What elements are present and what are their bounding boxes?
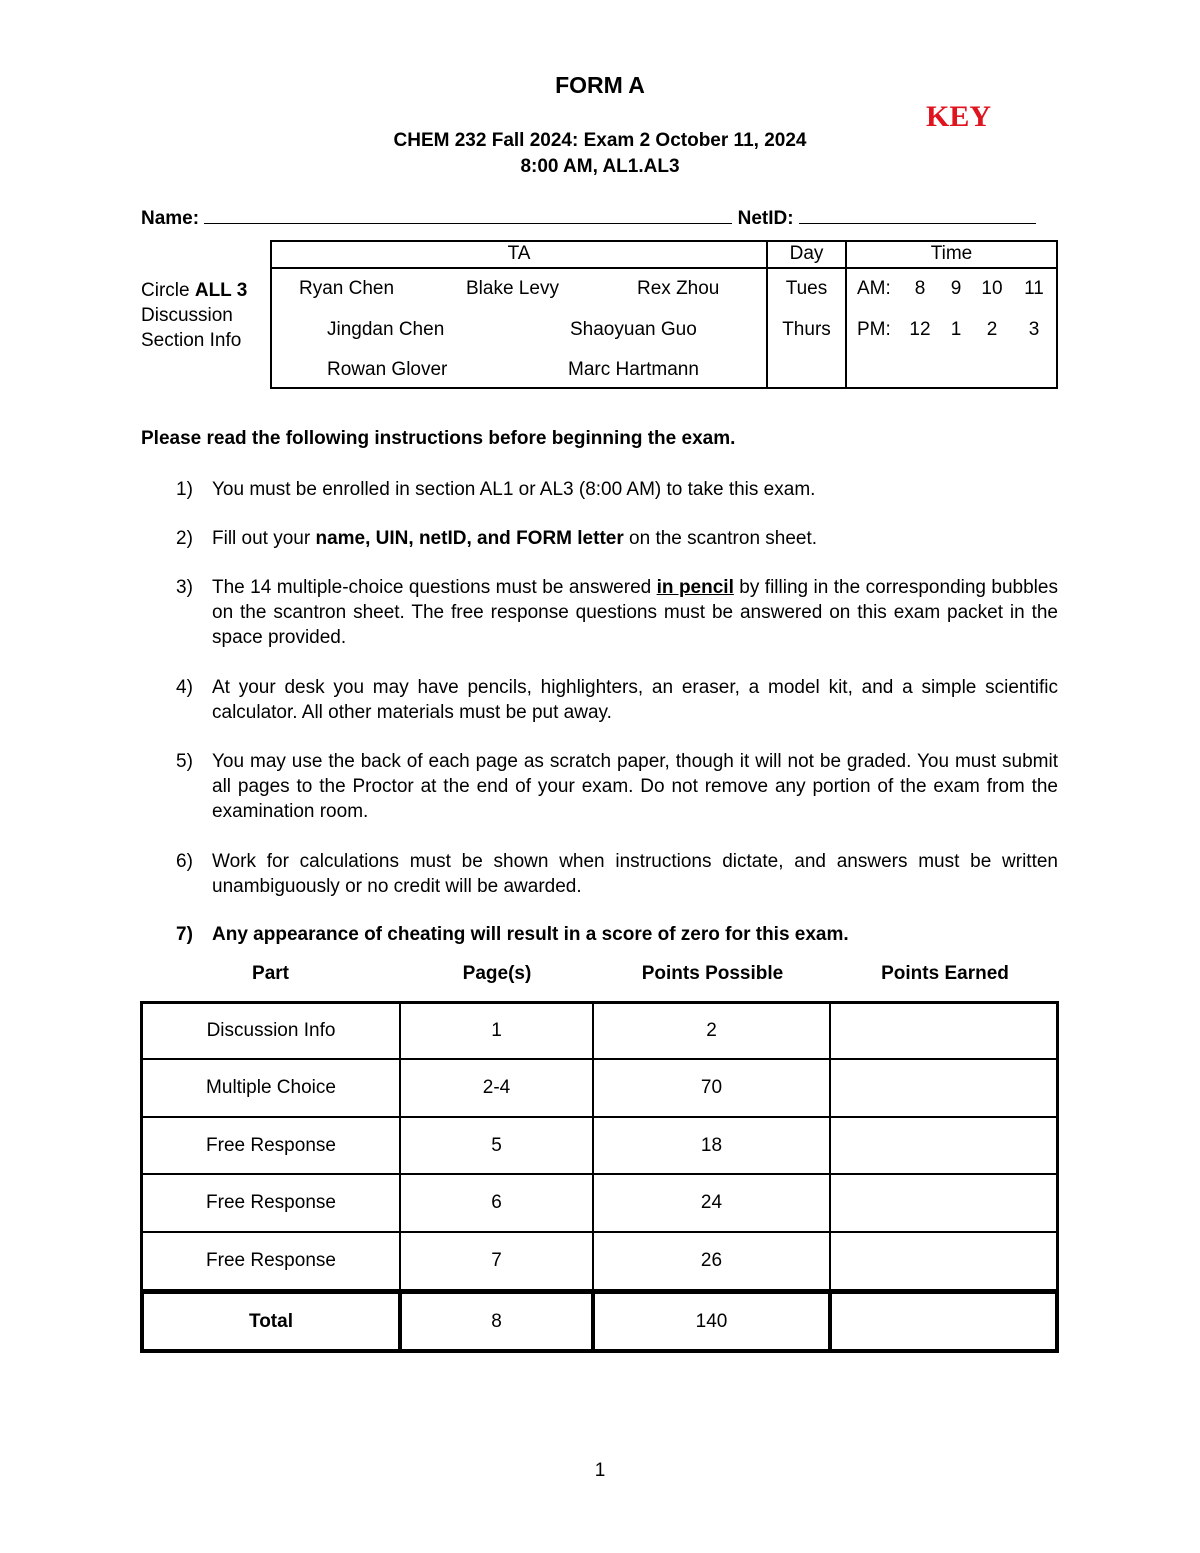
- discussion-info-row-points-earned-cell[interactable]: [830, 1001, 1059, 1059]
- item-number: 2): [176, 528, 193, 549]
- total-row-part-cell: Total: [140, 1290, 400, 1353]
- time-option[interactable]: 3: [1028, 319, 1040, 340]
- item-text: Fill out your name, UIN, netID, and FORM letter on the scantron sheet.: [212, 528, 818, 549]
- ta-option[interactable]: Blake Levy: [466, 278, 559, 299]
- netid-field[interactable]: [799, 203, 1036, 224]
- discussion-line: Discussion: [141, 305, 233, 326]
- item-text: At your desk you may have pencils, highlighters, an eraser, a model kit, and a simple scientific calculator. All other materials must be put away.: [212, 677, 1058, 723]
- discussion-info-row-points-possible-cell: 2: [593, 1001, 830, 1059]
- page-number: 1: [594, 1460, 606, 1481]
- scantron-fields: name, UIN, netID, and FORM letter: [315, 528, 624, 549]
- item-number: 1): [176, 479, 193, 500]
- name-netid-row: [141, 203, 1061, 229]
- discussion-instruction: [141, 278, 247, 353]
- instruction-item: [141, 526, 1058, 551]
- points-table: [140, 1001, 1059, 1353]
- name-label: Name:: [141, 208, 200, 229]
- free-response-row-points-possible-cell: 18: [593, 1117, 830, 1174]
- free-response-row-points-earned-cell[interactable]: [830, 1117, 1059, 1174]
- instruction-item: [141, 575, 1058, 650]
- exam-time: 8:00 AM, AL1.AL3: [520, 156, 680, 177]
- am-label: AM:: [857, 278, 891, 299]
- free-response-row-points-earned-cell[interactable]: [830, 1174, 1059, 1232]
- item-text: You must be enrolled in section AL1 or AL3 (8:00 AM) to take this exam.: [212, 479, 816, 500]
- instruction-item: [141, 749, 1058, 824]
- col-points-earned: Points Earned: [881, 963, 1009, 984]
- ta-header: TA: [507, 243, 531, 264]
- form-title: FORM A: [555, 72, 645, 98]
- multiple-choice-row-points-earned-cell[interactable]: [830, 1059, 1059, 1117]
- in-pencil-emphasis: in pencil: [656, 577, 734, 598]
- instruction-item: [141, 849, 1058, 899]
- points-table-header: [141, 963, 1059, 989]
- time-option[interactable]: 2: [986, 319, 998, 340]
- time-option[interactable]: 8: [914, 278, 926, 299]
- day-header: Day: [789, 243, 824, 264]
- time-option[interactable]: 12: [909, 319, 931, 340]
- time-option[interactable]: 10: [981, 278, 1003, 299]
- key-stamp: KEY: [926, 100, 992, 133]
- item-text: Work for calculations must be shown when instructions dictate, and answers must be written unambiguously or no credit will be awarded.: [212, 851, 1058, 897]
- exam-title: CHEM 232 Fall 2024: Exam 2 October 11, 2024: [393, 130, 807, 151]
- item-text: Any appearance of cheating will result in a score of zero for this exam.: [212, 924, 849, 945]
- ta-option[interactable]: Marc Hartmann: [568, 359, 699, 380]
- free-response-row-points-possible-cell: 26: [593, 1232, 830, 1290]
- item-text: You may use the back of each page as scratch paper, though it will not be graded. You must submit all pages to the Proctor at the end of your exam. Do not remove any portion of the exam from the examination room.: [212, 751, 1058, 822]
- total-row-pages-cell: 8: [400, 1290, 593, 1353]
- time-option[interactable]: 9: [950, 278, 962, 299]
- ta-option[interactable]: Rex Zhou: [637, 278, 720, 299]
- section-info-line: Section Info: [141, 330, 242, 351]
- discussion-table: [270, 240, 1058, 389]
- instruction-item: [141, 922, 1058, 947]
- netid-label: NetID:: [737, 208, 794, 229]
- total-row-points-earned-cell[interactable]: [830, 1290, 1059, 1353]
- free-response-row-part-cell: Free Response: [140, 1174, 400, 1232]
- item-number: 7): [176, 924, 193, 945]
- ta-option[interactable]: Jingdan Chen: [327, 319, 445, 340]
- free-response-row-points-earned-cell[interactable]: [830, 1232, 1059, 1290]
- ta-option[interactable]: Shaoyuan Guo: [570, 319, 697, 340]
- time-option[interactable]: 11: [1024, 278, 1044, 299]
- multiple-choice-row-part-cell: Multiple Choice: [140, 1059, 400, 1117]
- instruction-item: [141, 675, 1058, 725]
- discussion-info-row-pages-cell: 1: [400, 1001, 593, 1059]
- item-text: The 14 multiple-choice questions must be answered in pencil by filling in the corresponding bubbles on the scantron sheet. The free response questions must be answered on this exam packet in the space provided.: [212, 577, 1058, 648]
- item-number: 6): [176, 851, 193, 872]
- time-header: Time: [930, 243, 973, 264]
- col-pages: Page(s): [462, 963, 532, 984]
- day-option[interactable]: Tues: [785, 278, 828, 299]
- name-field[interactable]: [204, 203, 732, 224]
- circle-prefix: Circle: [141, 280, 190, 301]
- free-response-row-pages-cell: 5: [400, 1117, 593, 1174]
- free-response-row-part-cell: Free Response: [140, 1117, 400, 1174]
- multiple-choice-row-pages-cell: 2-4: [400, 1059, 593, 1117]
- day-option[interactable]: Thurs: [782, 319, 831, 340]
- instruction-item: [141, 477, 1058, 502]
- free-response-row-part-cell: Free Response: [140, 1232, 400, 1290]
- item-number: 3): [176, 577, 193, 598]
- free-response-row-pages-cell: 7: [400, 1232, 593, 1290]
- item-number: 4): [176, 677, 193, 698]
- circle-bold: ALL 3: [194, 280, 248, 301]
- col-part: Part: [252, 963, 289, 984]
- ta-option[interactable]: Rowan Glover: [327, 359, 448, 380]
- instructions-heading: Please read the following instructions before beginning the exam.: [141, 428, 736, 449]
- pm-label: PM:: [857, 319, 891, 340]
- ta-option[interactable]: Ryan Chen: [299, 278, 395, 299]
- col-points-possible: Points Possible: [641, 963, 784, 984]
- item-number: 5): [176, 751, 193, 772]
- free-response-row-pages-cell: 6: [400, 1174, 593, 1232]
- multiple-choice-row-points-possible-cell: 70: [593, 1059, 830, 1117]
- free-response-row-points-possible-cell: 24: [593, 1174, 830, 1232]
- discussion-info-row-part-cell: Discussion Info: [140, 1001, 400, 1059]
- total-row-points-possible-cell: 140: [593, 1290, 830, 1353]
- time-option[interactable]: 1: [950, 319, 962, 340]
